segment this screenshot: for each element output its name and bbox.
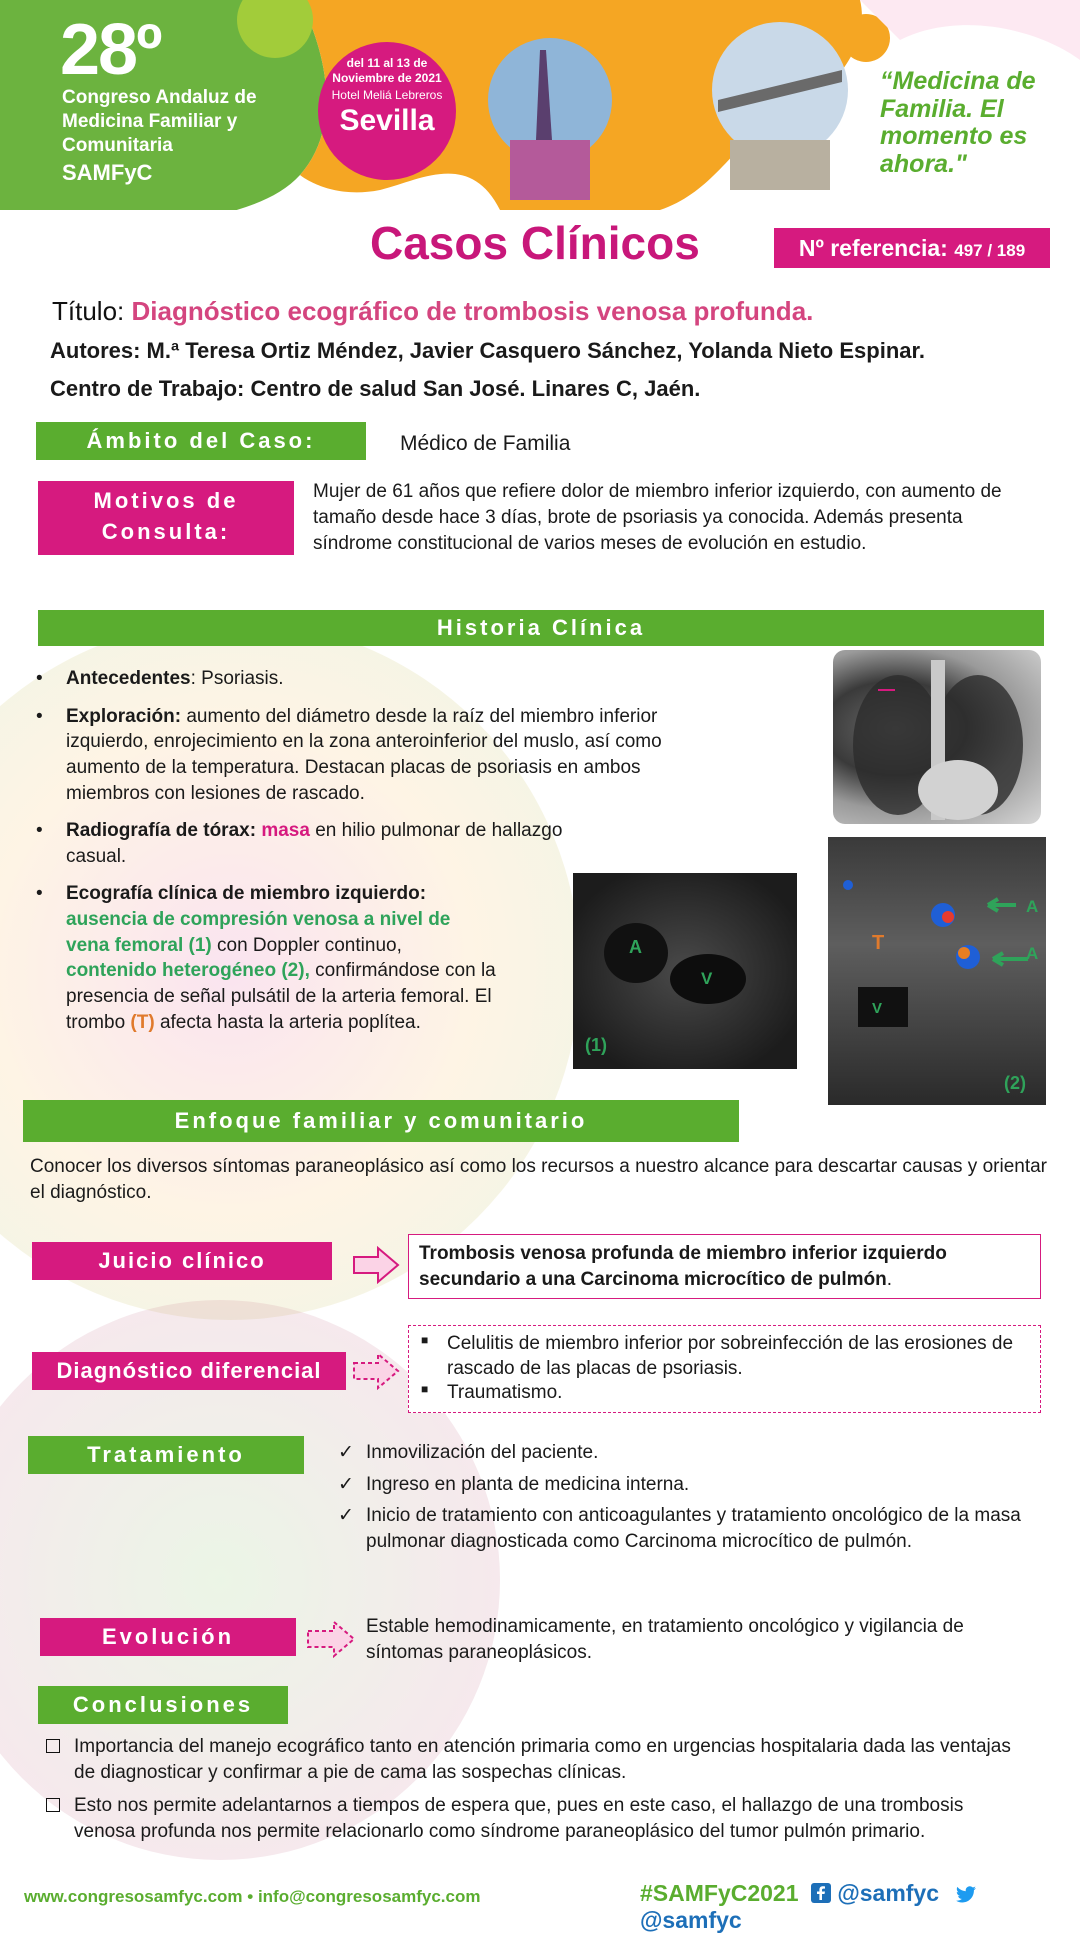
antecedentes-text: : Psoriasis. (190, 668, 284, 689)
reference-number: 497 / 189 (954, 241, 1026, 260)
antecedentes-label: Antecedentes (66, 668, 191, 689)
motivos-text: Mujer de 61 años que refiere dolor de miembro inferior izquierdo, con aumento de tamaño desde hace 3 días, brote de psoriasis ya conocida. Además presenta síndrome constitucional de varios meses de evolución en estudio. (313, 481, 1002, 555)
motivos-label-line2: Consulta: (101, 519, 231, 544)
workplace: Centro de Trabajo: Centro de salud San José. Linares C, Jaén. (50, 376, 701, 401)
header (0, 0, 1080, 210)
eco-text-2: confirmándose con la presencia de señal pulsátil de la arteria femoral. El trombo (66, 960, 496, 1033)
footer-twitter[interactable]: @samfyc (640, 1907, 742, 1933)
case-title (52, 296, 813, 327)
diferencial-box (408, 1325, 1041, 1413)
edition-number: 28º (60, 10, 161, 90)
historia-label: Historia Clínica (38, 610, 1044, 646)
congress-name: Congreso Andaluz de Medicina Familiar y Comunitaria (62, 87, 257, 156)
eco-thrombus-label: (T) (130, 1011, 155, 1033)
footer-facebook[interactable]: @samfyc (837, 1880, 940, 1906)
list-item: Esto nos permite adelantarnos a tiempos de espera que, pues en este caso, el hallazgo de una trombosis venosa profunda nos permite relacionarlo como síndrome paraneoplásico del tumor pulmón primario. (44, 1793, 1024, 1844)
motto: “Medicina de Familia. El momento es ahora." (880, 67, 1036, 178)
list-item (32, 666, 722, 692)
motivos-label (38, 481, 294, 555)
enfoque-label: Enfoque familiar y comunitario (23, 1100, 739, 1142)
ultrasound-2-drawing (828, 837, 1046, 1105)
dashed-arrow-right-icon (306, 1620, 358, 1658)
us1-vein-label: V (701, 969, 713, 988)
list-item: ✓ Inicio de tratamiento con anticoagulantes y tratamiento oncológico de la masa pulmonar diagnosticada como Carcinoma microcítico de pulmón. (338, 1503, 1038, 1554)
event-dates: del 11 al 13 de Noviembre de 2021 (332, 56, 442, 85)
list-item (32, 818, 626, 869)
list-item (32, 704, 716, 807)
eco-text-1: con Doppler continuo, (211, 934, 402, 956)
diferencial-list (419, 1332, 1030, 1406)
ultrasound-image-1 (573, 873, 797, 1069)
reference-label: Nº referencia: (798, 235, 948, 261)
rx-label: Radiografía de tórax: (66, 820, 257, 842)
exploracion-label: Exploración: (66, 705, 182, 727)
evolucion-label: Evolución (40, 1618, 296, 1656)
juicio-label: Juicio clínico (32, 1242, 332, 1280)
rx-text: en hilio pulmonar de hallazgo casual. (66, 820, 563, 867)
list-item: ✓ Inmovilización del paciente. (338, 1440, 1038, 1466)
diferencial-label: Diagnóstico diferencial (32, 1352, 346, 1390)
event-city: Sevilla (339, 104, 435, 137)
event-venue: Hotel Meliá Lebreros (331, 88, 443, 102)
ambito-label: Ámbito del Caso: (36, 422, 366, 460)
date-venue-badge (318, 42, 456, 180)
tratamiento-list (338, 1440, 1038, 1561)
list-item: ✓ Ingreso en planta de medicina interna. (338, 1472, 1038, 1498)
organization-name: SAMFyC (62, 160, 153, 185)
tratamiento-label: Tratamiento (28, 1436, 304, 1474)
eco-text-3: afecta hasta la arteria poplítea. (154, 1011, 421, 1033)
rx-highlight: masa (261, 820, 310, 842)
us1-artery-label: A (629, 937, 642, 957)
enfoque-text: Conocer los diversos síntomas paraneoplásico así como los recursos a nuestro alcance para descartar causas y orientar el diagnóstico. (30, 1156, 1048, 1204)
juicio-dot: . (886, 1268, 892, 1290)
footer-web-email[interactable]: www.congresosamfyc.com • info@congresosamfyc.com (24, 1887, 481, 1906)
us2-vein-label: V (872, 1000, 883, 1017)
twitter-icon[interactable] (955, 1885, 977, 1903)
list-item: ■ Celulitis de miembro inferior por sobreinfección de las erosiones de rascado de las placas de psoriasis. (447, 1332, 1030, 1381)
evolucion-text: Estable hemodinamicamente, en tratamiento oncológico y vigilancia de síntomas paraneoplásicos. (366, 1616, 964, 1664)
title-label: Título: (52, 296, 125, 326)
facebook-icon[interactable] (811, 1883, 831, 1903)
ultrasound-image-2 (828, 837, 1046, 1105)
chest-xray-image (833, 650, 1041, 824)
us2-number: (2) (1004, 1073, 1026, 1093)
footer-social (640, 1880, 1080, 1934)
xray-drawing (833, 650, 1041, 824)
eco-finding-1: ausencia de compresión venosa a nivel de vena femoral (1) (66, 909, 451, 956)
conclusiones-list (44, 1734, 1024, 1853)
us2-artery-label-2: A (1026, 944, 1039, 963)
authors: Autores: M.ª Teresa Ortiz Méndez, Javier Casquero Sánchez, Yolanda Nieto Espinar. (50, 338, 925, 363)
exploracion-text: aumento del diámetro desde la raíz del miembro inferior izquierdo, enrojecimiento en la zona anteroinferior del muslo, así como aumento de la temperatura. Destacan placas de psoriasis en ambos miembros con lesiones de rascado. (66, 705, 662, 804)
motivos-label-line1: Motivos de (93, 488, 239, 513)
title-value: Diagnóstico ecográfico de trombosis venosa profunda. (131, 296, 814, 326)
us2-artery-label-1: A (1026, 897, 1039, 916)
dashed-arrow-right-icon (352, 1352, 402, 1390)
juicio-text: Trombosis venosa profunda de miembro inferior izquierdo secundario a una Carcinoma microcítico de pulmón (419, 1243, 947, 1290)
us2-thrombus-label: T (872, 932, 885, 954)
footer-hashtag[interactable]: #SAMFyC2021 (640, 1880, 799, 1906)
eco-label: Ecografía clínica de miembro izquierdo: (66, 883, 427, 905)
us1-number: (1) (585, 1035, 607, 1055)
list-item: Importancia del manejo ecográfico tanto en atención primaria como en urgencias hospitalaria dada las ventajas de diagnosticar y confirmar a pie de cama las sospechas clínicas. (44, 1734, 1024, 1785)
list-item: ■ Traumatismo. (447, 1381, 1030, 1406)
arrow-right-icon (352, 1246, 402, 1284)
list-item (32, 881, 496, 1035)
eco-finding-2: contenido heterogéneo (2), (66, 960, 310, 982)
juicio-text-box (408, 1234, 1041, 1299)
reference-badge (774, 228, 1050, 268)
poster-heading: Casos Clínicos (370, 217, 700, 269)
ambito-value: Médico de Familia (400, 432, 571, 455)
conclusiones-label: Conclusiones (38, 1686, 288, 1724)
